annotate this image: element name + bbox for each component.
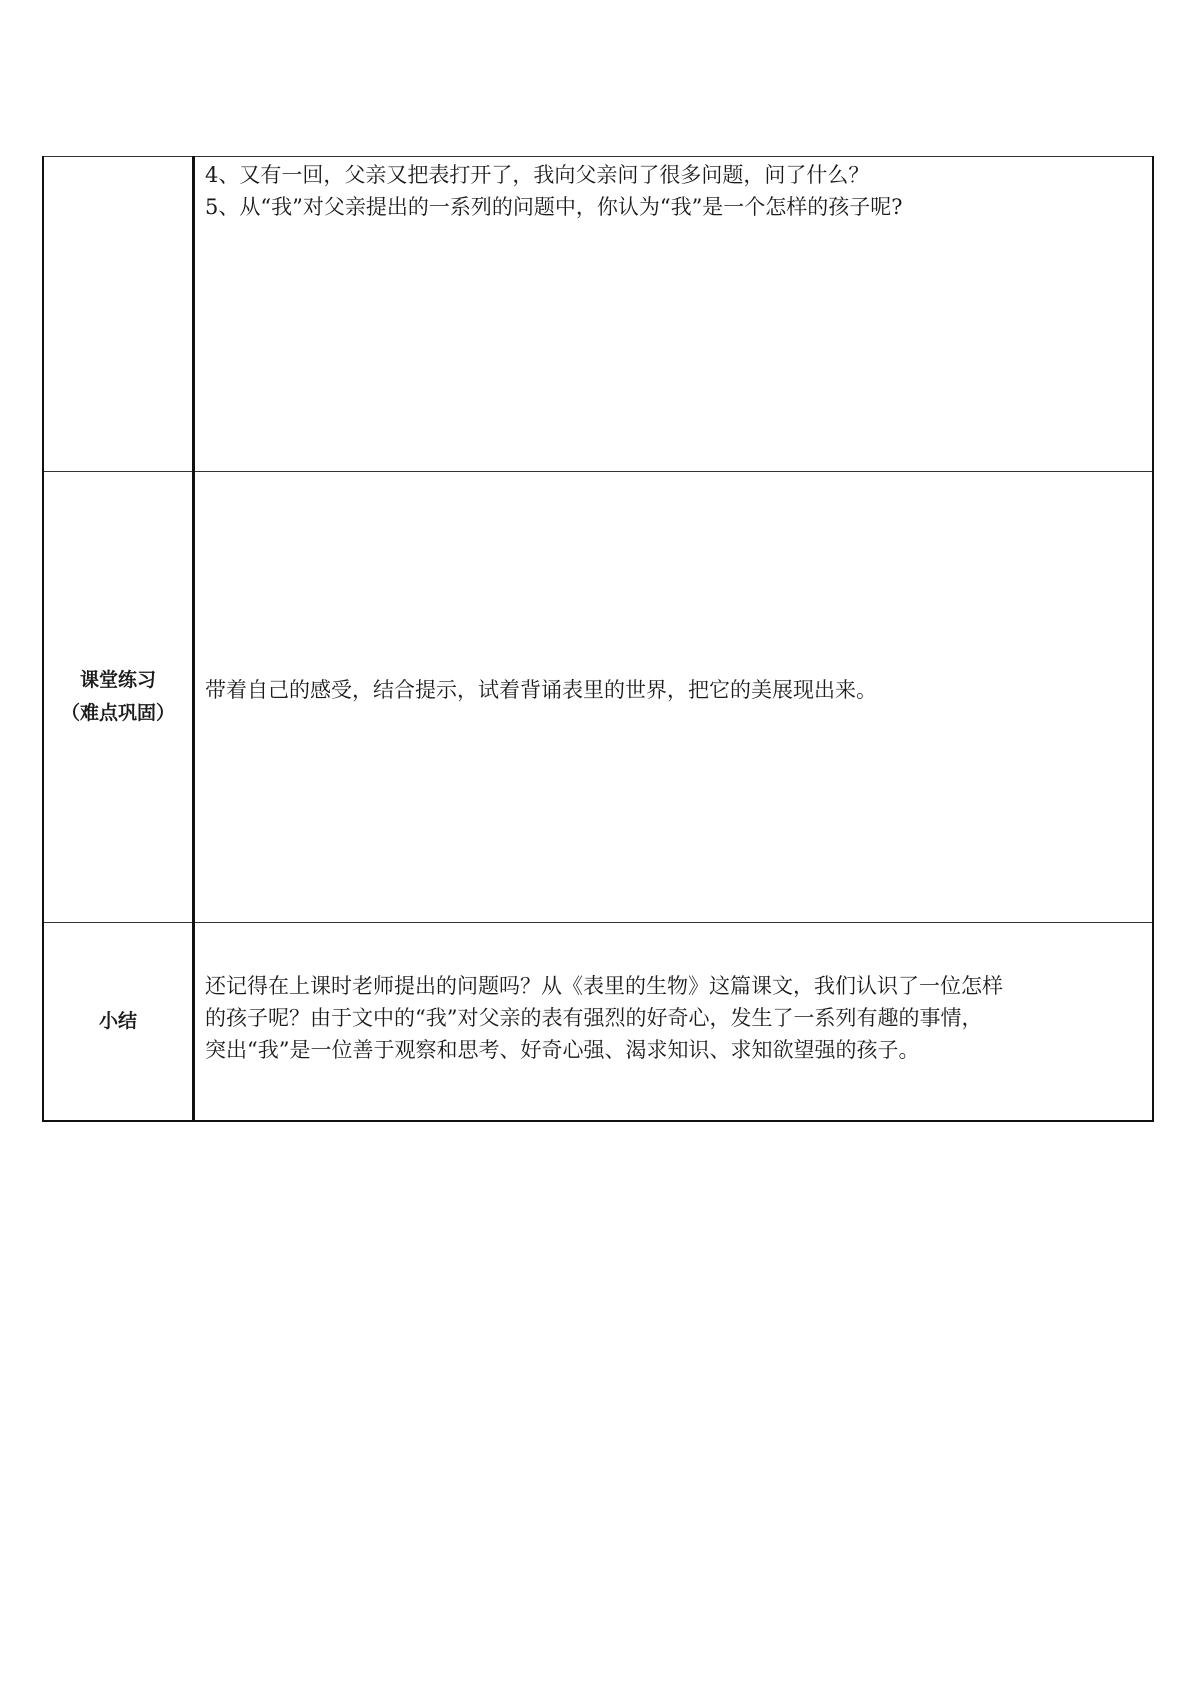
summary-line-3: 突出“我”是一位善于观察和思考、好奇心强、渴求知识、求知欲望强的孩子。 (205, 1037, 920, 1062)
table-row-questions (43, 157, 1153, 472)
row-label-empty (43, 157, 194, 472)
question-4-text: 4、又有一回，父亲又把表打开了，我向父亲问了很多问题，问了什么？ (205, 163, 870, 187)
summary-line-1: 还记得在上课时老师提出的问题吗？从《表里的生物》这篇课文，我们认识了一位怎样 (205, 973, 1003, 998)
summary-line-2: 的孩子呢？由于文中的“我”对父亲的表有强烈的好奇心，发生了一系列有趣的事情， (205, 1005, 983, 1030)
summary-cell (194, 923, 1154, 1122)
row-label-summary: 小结 (43, 923, 194, 1122)
practice-text: 带着自己的感受，结合提示，试着背诵表里的世界，把它的美展现出来。 (205, 678, 877, 702)
practice-cell (194, 472, 1154, 923)
practice-label-subtitle: （难点巩固） (60, 702, 175, 724)
lesson-plan-table (42, 156, 1154, 1122)
table-row-practice (43, 472, 1153, 923)
practice-label-title: 课堂练习 (79, 669, 156, 691)
table-row-summary (43, 923, 1153, 1122)
questions-cell (194, 157, 1154, 472)
question-5-text: 5、从“我”对父亲提出的一系列的问题中，你认为“我”是一个怎样的孩子呢? (205, 195, 903, 219)
row-label-practice (43, 472, 194, 923)
